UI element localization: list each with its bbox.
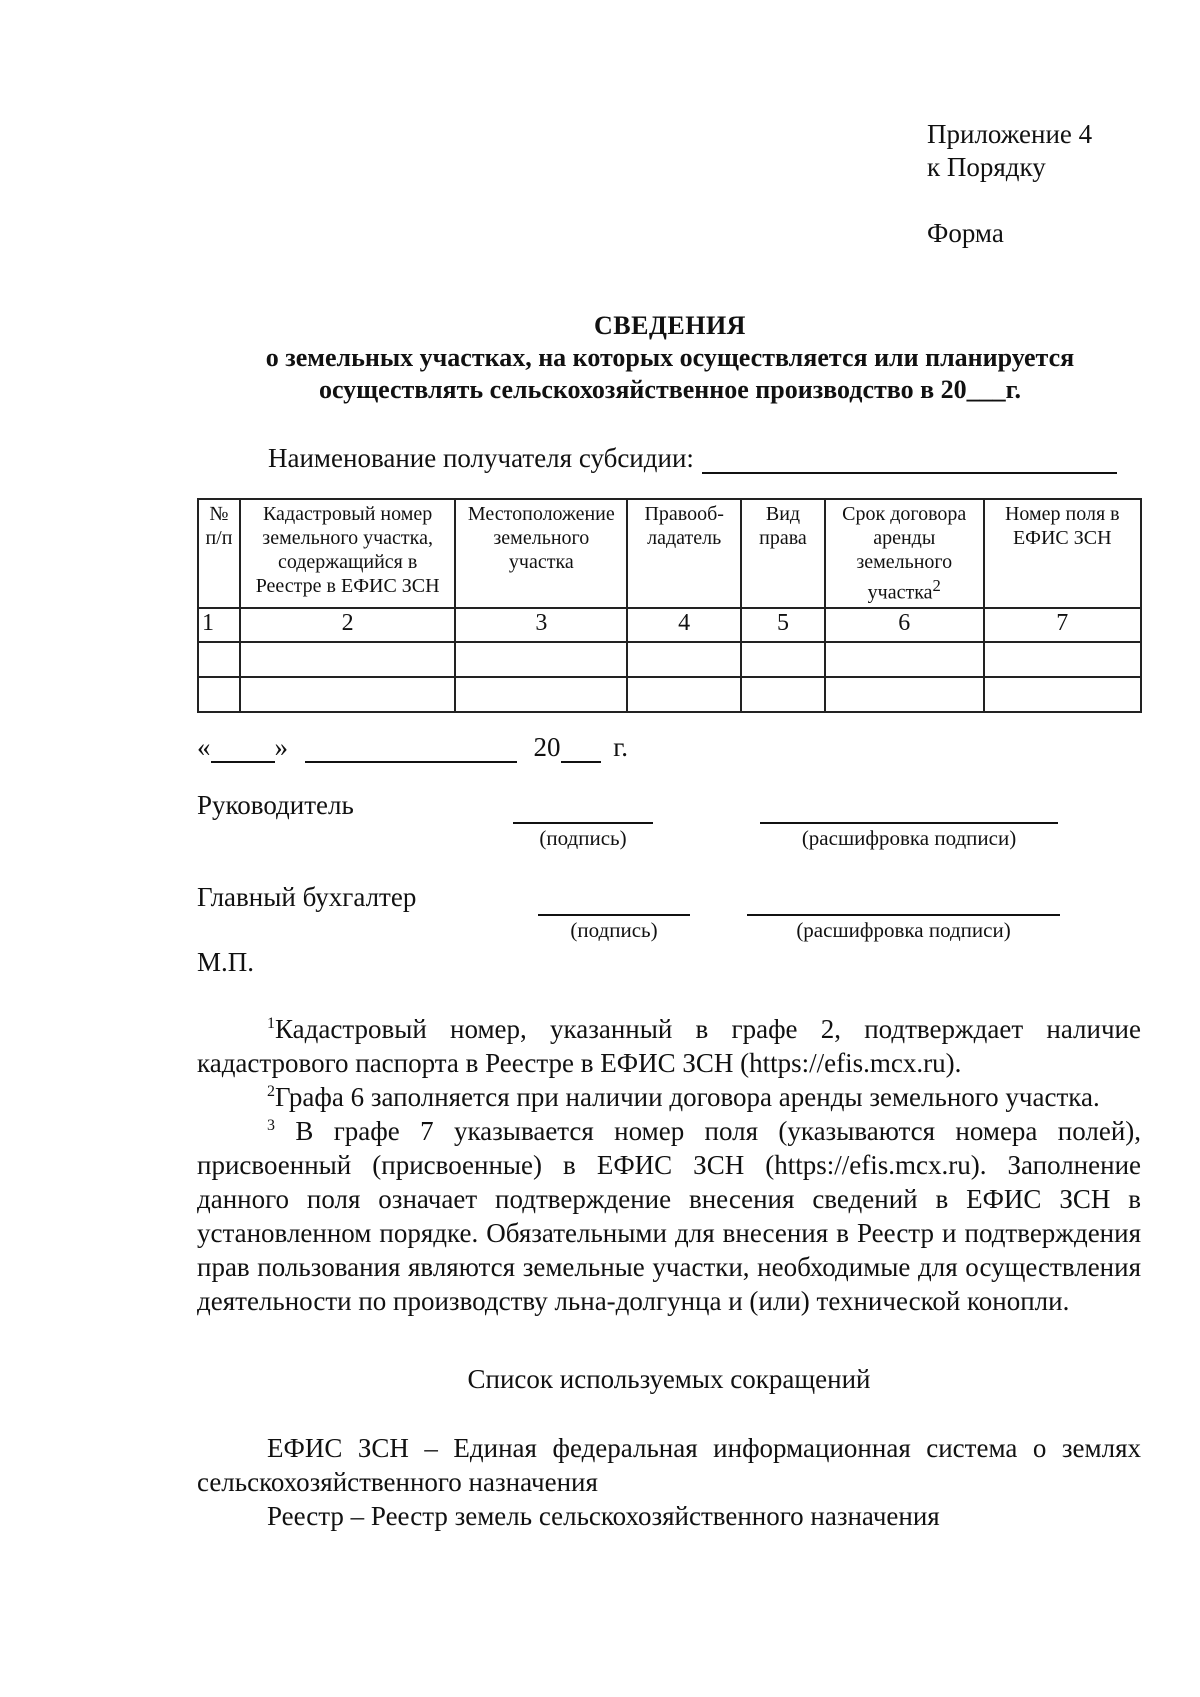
date-year-prefix: 20 — [533, 732, 561, 762]
chief-accountant-signature-line[interactable] — [538, 912, 690, 916]
table-row — [198, 677, 1141, 712]
appendix-number: Приложение 4 — [927, 119, 1093, 149]
abbreviation-reestr: Реестр – Реестр земель сельскохозяйственного назначения — [267, 1501, 940, 1531]
header-cell-cadastral: Кадастровый номер земельного участка, содержащийся в Реестре в ЕФИС ЗСН — [240, 499, 455, 608]
header-cell-right-type: Вид права — [741, 499, 825, 608]
footnote-1-mark: 1 — [267, 1015, 275, 1032]
table-cell[interactable] — [455, 677, 627, 712]
column-number-6: 6 — [825, 608, 984, 642]
header-cell-location: Местоположение земельного участка — [455, 499, 627, 608]
chief-accountant-name-caption: (расшифровка подписи) — [796, 918, 1011, 942]
table-cell[interactable] — [627, 642, 741, 677]
header-cell-field-number: Номер поля в ЕФИС ЗСН — [984, 499, 1141, 608]
footnote-3-mark: 3 — [267, 1117, 275, 1134]
column-number-7: 7 — [984, 608, 1141, 642]
footnote-3-text: В графе 7 указывается номер поля (указываются номера полей), присвоенный (присвоенные) в ЕФИС ЗСН (https://efis.mcx.ru). Заполнение данного поля означает подтверждение внесения сведений в ЕФИС ЗСН в установленном порядке. Обязательными для внесения в Реестр и подтверждения прав пользования являются земельные участки, необходимые для осуществления деятельности по производству льна-долгунца и (или) технической конопли. — [197, 1116, 1142, 1316]
recipient-input-line[interactable] — [702, 448, 1117, 474]
title-line-2: осуществлять сельскохозяйственное производство в 20___г. — [318, 375, 1022, 404]
footnote-1-text: Кадастровый номер, указанный в графе 2, подтверждает наличие кадастрового паспорта в Реестре в ЕФИС ЗСН (https://efis.mcx.ru). — [197, 1014, 1141, 1078]
table-cell[interactable] — [825, 642, 984, 677]
column-number-2: 2 — [240, 608, 455, 642]
head-signature-line[interactable] — [513, 820, 653, 824]
column-number-3: 3 — [455, 608, 627, 642]
column-number-5: 5 — [741, 608, 825, 642]
table-cell[interactable] — [984, 677, 1141, 712]
head-name-line[interactable] — [760, 820, 1058, 824]
abbreviations-title: Список используемых сокращений — [467, 1364, 871, 1394]
table-numbering-row — [198, 608, 1141, 642]
date-month-field[interactable] — [305, 739, 517, 763]
table-cell[interactable] — [240, 677, 455, 712]
date-line — [197, 732, 628, 763]
table-cell[interactable] — [240, 642, 455, 677]
date-open-quote: « — [197, 732, 211, 762]
form-label: Форма — [927, 218, 1004, 248]
recipient-label: Наименование получателя субсидии: — [268, 443, 694, 473]
title-heading: СВЕДЕНИЯ — [594, 311, 746, 340]
table-cell[interactable] — [627, 677, 741, 712]
table-cell[interactable] — [198, 677, 240, 712]
header-cell-number: № п/п — [198, 499, 240, 608]
date-year-field[interactable] — [561, 739, 601, 763]
table-cell[interactable] — [984, 642, 1141, 677]
date-close-quote: » — [274, 732, 288, 762]
column-number-1: 1 — [198, 608, 240, 642]
header-cell-lease-term: Срок договора аренды земельного участка$^2$ — [825, 499, 984, 608]
chief-accountant-signature-caption: (подпись) — [570, 918, 658, 942]
table-cell[interactable] — [198, 642, 240, 677]
table-cell[interactable] — [741, 677, 825, 712]
head-label: Руководитель — [197, 790, 354, 820]
date-year-suffix: г. — [613, 732, 629, 762]
document-title — [200, 310, 1140, 406]
head-name-caption: (расшифровка подписи) — [801, 826, 1017, 850]
title-line-1: о земельных участках, на которых осуществляется или планируется — [265, 343, 1075, 372]
abbreviation-efis: ЕФИС ЗСН – Единая федеральная информационная система о землях сельскохозяйственного назначения — [197, 1433, 1141, 1497]
footnote-3 — [197, 1109, 1141, 1318]
header-cell-owner: Правооб-ладатель — [627, 499, 741, 608]
table-cell[interactable] — [455, 642, 627, 677]
footnote-1 — [197, 1007, 1141, 1080]
land-plots-table — [197, 498, 1142, 713]
stamp-place-label: М.П. — [197, 947, 255, 977]
table-header-row — [198, 499, 1141, 608]
table-row — [198, 642, 1141, 677]
appendix-order: к Порядку — [927, 152, 1046, 182]
table-cell[interactable] — [741, 642, 825, 677]
appendix-reference — [927, 118, 1092, 184]
chief-accountant-label: Главный бухгалтер — [197, 882, 417, 912]
table-cell[interactable] — [825, 677, 984, 712]
column-number-4: 4 — [627, 608, 741, 642]
head-signature-caption: (подпись) — [539, 826, 627, 850]
footnote-2-mark: 2 — [267, 1083, 275, 1100]
chief-accountant-name-line[interactable] — [747, 912, 1060, 916]
footnote-2-text: Графа 6 заполняется при наличии договора аренды земельного участка. — [275, 1082, 1100, 1112]
date-day-field[interactable] — [211, 739, 275, 763]
recipient-row — [268, 443, 1117, 474]
footnote-ref-2: 2 — [932, 576, 941, 595]
